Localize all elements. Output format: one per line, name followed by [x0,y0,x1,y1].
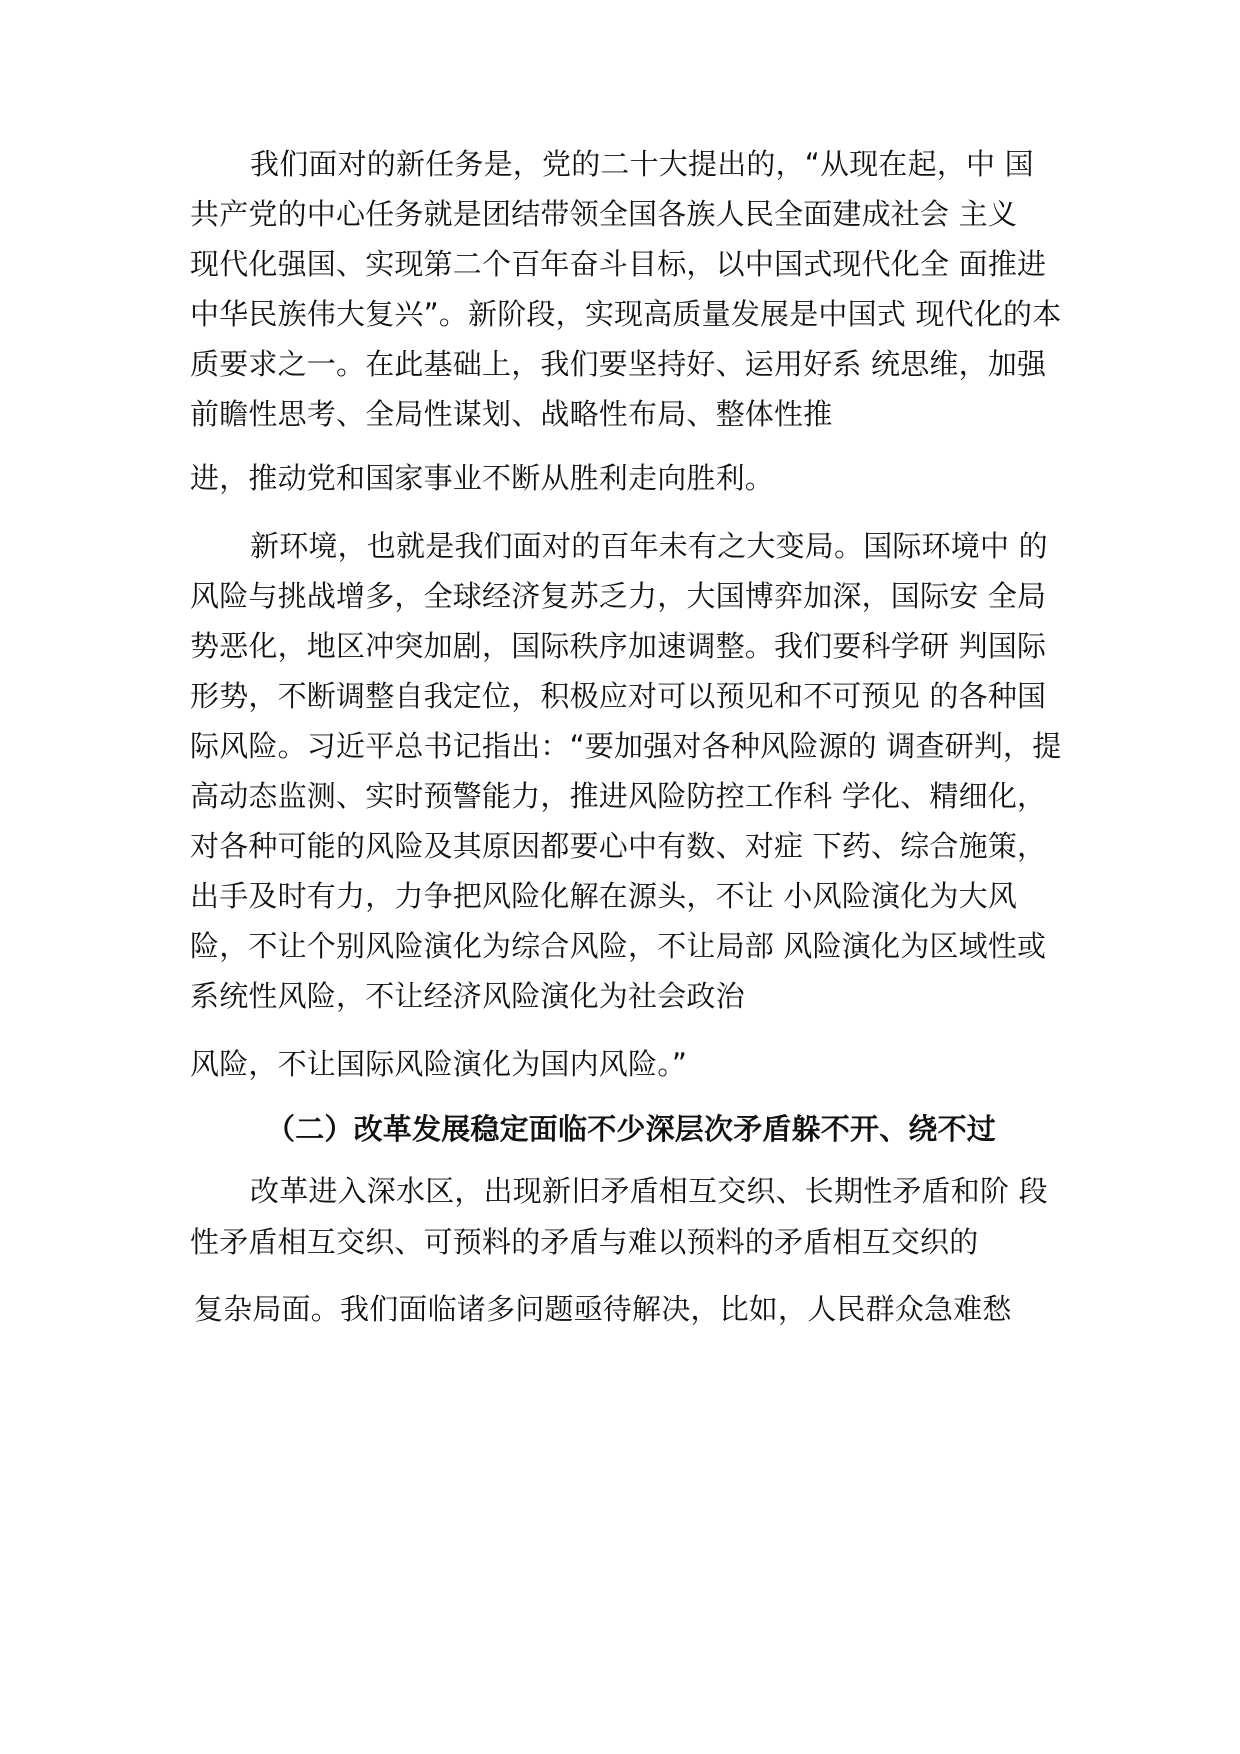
section-heading: （二）改革发展稳定面临不少深层次矛盾躲不开、绕不过 [266,1112,997,1146]
paragraph-2-line-5: 际风险。习近平总书记指出：“要加强对各种风险源的 调查研判，提 [190,729,1062,763]
paragraph-1-line-3: 现代化强国、实现第二个百年奋斗目标，以中国式现代化全 面推进 [190,247,1047,281]
paragraph-3-line-2: 性矛盾相互交织、可预料的矛盾与难以预料的矛盾相互交织的 [190,1225,979,1259]
paragraph-1-tail: 进，推动党和国家事业不断从胜利走向胜利。 [190,461,775,495]
paragraph-3-tail: 复杂局面。我们面临诸多问题亟待解决，比如，人民群众急难愁 [194,1292,1012,1326]
paragraph-1-line-5: 质要求之一。在此基础上，我们要坚持好、运用好系 统思维，加强 [190,347,1047,381]
paragraph-2-line-1: 新环境，也就是我们面对的百年未有之大变局。国际环境中 的 [250,529,1048,563]
paragraph-2-tail: 风险，不让国际风险演化为国内风险。” [190,1047,688,1081]
paragraph-1-line-1: 我们面对的新任务是，党的二十大提出的，“从现在起，中 国 [250,147,1034,181]
paragraph-2-line-10: 系统性风险，不让经济风险演化为社会政治 [190,979,745,1013]
paragraph-2-line-9: 险，不让个别风险演化为综合风险，不让局部 风险演化为区域性或 [190,929,1047,963]
paragraph-1-line-4: 中华民族伟大复兴”。新阶段，实现高质量发展是中国式 现代化的本 [190,297,1062,331]
paragraph-2-line-6: 高动态监测、实时预警能力，推进风险防控工作科 学化、精细化， [190,779,1047,813]
paragraph-2-line-2: 风险与挑战增多，全球经济复苏乏力，大国博弈加深，国际安 全局 [190,579,1047,613]
paragraph-2-line-8: 出手及时有力，力争把风险化解在源头，不让 小风险演化为大风 [190,879,1018,913]
paragraph-2-line-7: 对各种可能的风险及其原因都要心中有数、对症 下药、综合施策， [190,829,1047,863]
paragraph-3-line-1: 改革进入深水区，出现新旧矛盾相互交织、长期性矛盾和阶 段 [250,1174,1048,1208]
paragraph-2-line-4: 形势，不断调整自我定位，积极应对可以预见和不可预见 的各种国 [190,679,1047,713]
paragraph-1-line-2: 共产党的中心任务就是团结带领全国各族人民全面建成社会 主义 [190,197,1018,231]
paragraph-1-line-6: 前瞻性思考、全局性谋划、战略性布局、整体性推 [190,397,833,431]
paragraph-2-line-3: 势恶化，地区冲突加剧，国际秩序加速调整。我们要科学研 判国际 [190,629,1047,663]
